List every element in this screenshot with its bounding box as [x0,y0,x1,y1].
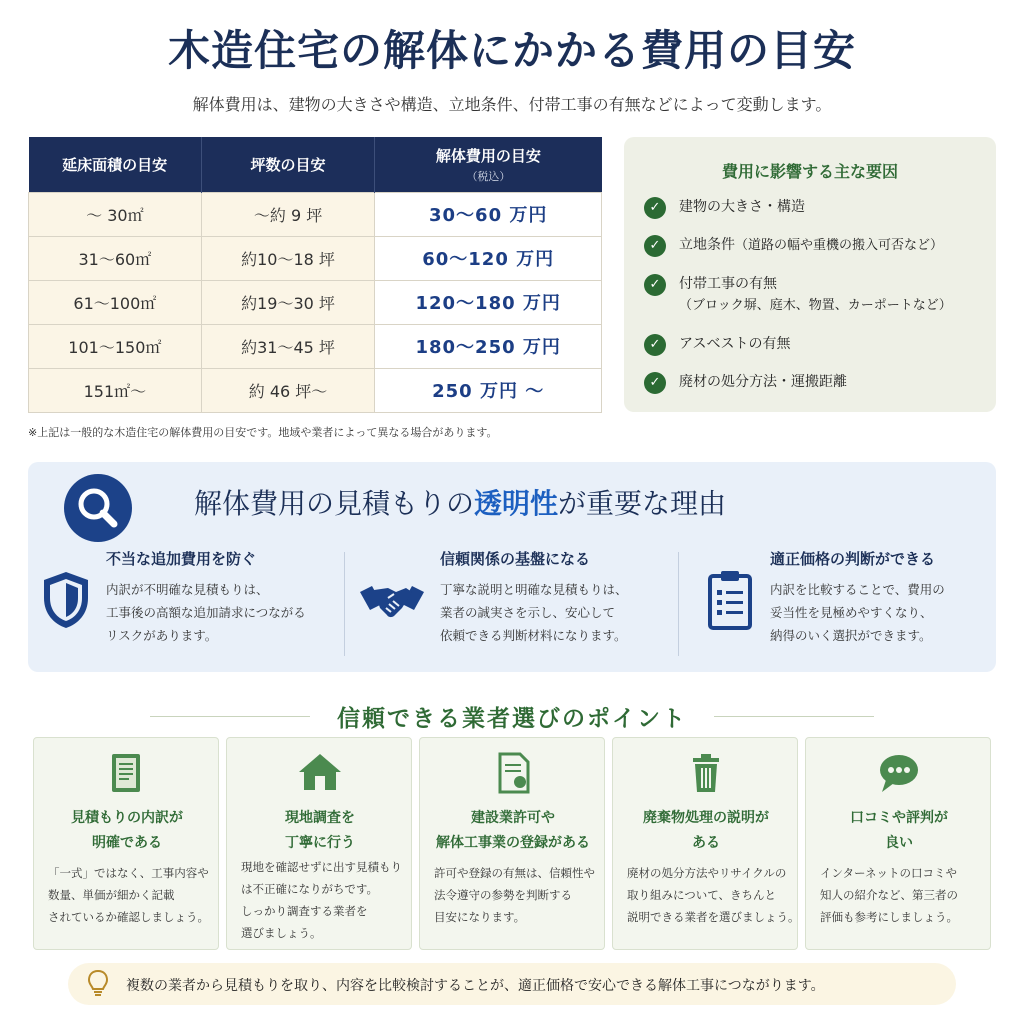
factors-title: 費用に影響する主な要因 [721,162,898,181]
factor-item [644,235,943,257]
point-title: 現地調査を 丁寧に行う [285,810,355,851]
check-icon: ✓ [644,334,666,356]
factor-item [644,274,952,316]
cost-table [28,137,602,413]
area-cell: 31〜60㎡ [29,236,202,280]
price-cell: 60〜120 万円 [375,236,602,280]
header-price: 解体費用の目安 （税込） [375,137,602,192]
point-card [805,737,991,950]
price-cell: 250 万円 〜 [375,368,602,412]
footer-text: 複数の業者から見積もりを取り、内容を比較検討することが、適正価格で安心できる解体工事につながります。 [126,978,825,994]
factor-text: 廃材の処分方法・運搬距離 [679,374,847,390]
handshake-icon [358,568,426,632]
check-icon: ✓ [644,197,666,219]
reason-column [28,548,328,658]
area-cell: 61〜100㎡ [29,280,202,324]
house-icon [295,750,345,796]
point-body: 廃材の処分方法やリサイクルの 取り組みについて、きちんと 説明できる業者を選びましょう。 [627,866,800,924]
tsubo-cell: 約31〜45 坪 [201,324,375,368]
table-row [29,324,602,368]
document-icon [102,750,152,796]
point-body: 「一式」ではなく、工事内容や 数量、単価が細かく記載 されているか確認しましょう。 [48,866,209,924]
cost-table-header-row [29,137,602,192]
magnifier-icon [64,474,132,542]
page-subtitle: 解体費用は、建物の大きさや構造、立地条件、付帯工事の有無などによって変動します。 [192,95,832,114]
point-body: 許可や登録の有無は、信頼性や 法令遵守の参勢を判断する 目安になります。 [434,866,595,924]
check-icon: ✓ [644,235,666,257]
factor-text: 建物の大きさ・構造 [679,199,805,215]
point-title: 見積もりの内訳が 明確である [71,810,183,851]
page-title: 木造住宅の解体にかかる費用の目安 [167,26,856,75]
point-card [612,737,798,950]
shield-icon [38,568,94,632]
tsubo-cell: 約 46 坪〜 [201,368,375,412]
tsubo-cell: 約10〜18 坪 [201,236,375,280]
certificate-icon [488,750,538,796]
table-row [29,280,602,324]
area-cell: 151㎡〜 [29,368,202,412]
tsubo-cell: 〜約 9 坪 [201,192,375,236]
price-cell: 180〜250 万円 [375,324,602,368]
point-card [33,737,219,950]
divider [678,552,679,656]
lightbulb-icon [86,969,110,999]
transparency-title-accent: 透明性 [474,487,559,520]
footer-banner [68,963,956,1005]
points-title: 信頼できる業者選びのポイント [337,706,687,732]
point-title: 廃棄物処理の説明が ある [643,810,769,851]
check-icon: ✓ [644,372,666,394]
clipboard-icon [702,568,758,632]
area-cell: 〜 30㎡ [29,192,202,236]
factor-note: （ブロック塀、庭木、物置、カーポートなど） [679,298,952,313]
divider [344,552,345,656]
point-title: 建設業許可や 解体工事業の登録がある [436,810,590,851]
reason-body: 内訳を比較することで、費用の 妥当性を見極めやすくなり、 納得のいく選択ができます。 [770,582,945,643]
header-area: 延床面積の目安 [29,137,202,192]
table-row [29,236,602,280]
factors-panel [624,137,996,412]
factor-item [644,197,805,219]
reason-title: 適正価格の判断ができる [770,550,936,568]
tsubo-cell: 約19〜30 坪 [201,280,375,324]
factor-item [644,372,847,394]
factor-note: （道路の幅や重機の搬入可否など） [735,238,944,253]
table-footnote: ※上記は一般的な木造住宅の解体費用の目安です。地域や業者によって異なる場合があります。 [28,426,498,439]
factor-item [644,334,790,356]
point-card [226,737,412,950]
check-icon: ✓ [644,274,666,296]
header-price-note: （税込） [466,169,511,183]
point-body: インターネットの口コミや 知人の紹介など、第三者の 評価も参考にしましょう。 [820,866,958,924]
reason-title: 不当な追加費用を防ぐ [106,550,257,568]
point-title: 口コミや評判が 良い [850,810,948,851]
transparency-title: 解体費用の見積もりの透明性が重要な理由 [194,487,727,520]
reason-column [692,548,992,658]
reason-title: 信頼関係の基盤になる [440,550,591,568]
factor-text: 付帯工事の有無 （ブロック塀、庭木、物置、カーポートなど） [679,276,952,313]
reason-body: 内訳が不明確な見積もりは、 工事後の高額な追加請求につながる リスクがあります。 [106,582,306,643]
reason-column [358,548,658,658]
header-tsubo: 坪数の目安 [201,137,375,192]
trash-icon [681,750,731,796]
point-body: 現地を確認せずに出す見積もり は不正確になりがちです。 しっかり調査する業者を 選びましょう。 [241,860,402,940]
chat-icon [874,750,924,796]
table-row [29,192,602,236]
price-cell: 120〜180 万円 [375,280,602,324]
area-cell: 101〜150㎡ [29,324,202,368]
point-card [419,737,605,950]
transparency-section [28,462,996,672]
factor-text: 立地条件（道路の幅や重機の搬入可否など） [679,237,944,253]
price-cell: 30〜60 万円 [375,192,602,236]
table-row [29,368,602,412]
reason-body: 丁寧な説明と明確な見積もりは、 業者の誠実さを示し、安心して 依頼できる判断材料になります。 [440,582,628,643]
factor-text: アスベストの有無 [679,336,791,352]
